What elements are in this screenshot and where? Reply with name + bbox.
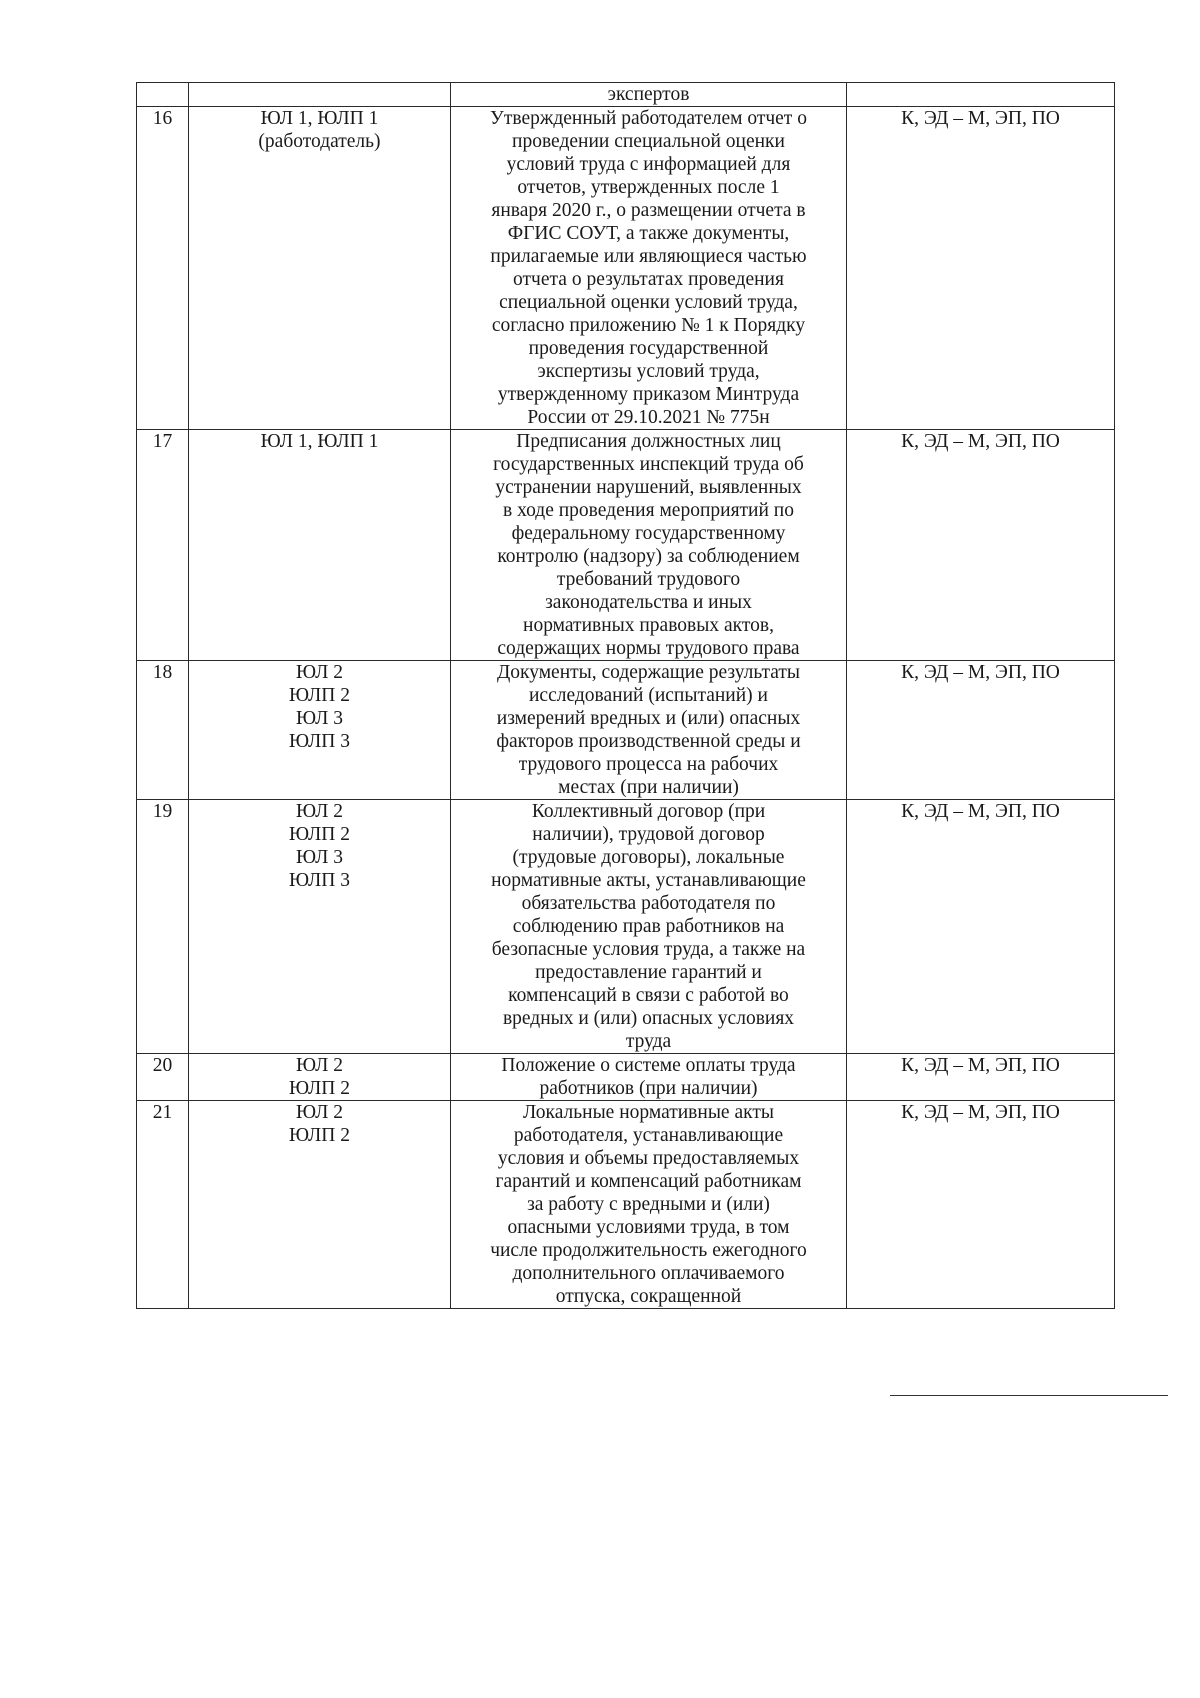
cell-form: К, ЭД – М, ЭП, ПО — [847, 107, 1115, 430]
document-line: ФГИС СОУТ, а также документы, — [507, 223, 790, 244]
document-line: экспертов — [607, 84, 690, 105]
cell-form: К, ЭД – М, ЭП, ПО — [847, 661, 1115, 800]
cell-number: 17 — [137, 430, 189, 661]
subject-line: ЮЛ 2 — [296, 662, 343, 683]
cell-subject — [189, 661, 451, 800]
subject-line: ЮЛП 2 — [288, 1125, 350, 1146]
document-line: утвержденному приказом Минтруда — [497, 384, 800, 405]
document-line: измерений вредных и (или) опасных — [496, 708, 801, 729]
document-line: работников (при наличии) — [539, 1078, 758, 1099]
document-line: условий труда с информацией для — [506, 154, 791, 175]
subject-line: ЮЛП 3 — [288, 870, 350, 891]
document-line: труда — [625, 1031, 672, 1052]
subject-line: ЮЛП 2 — [288, 685, 350, 706]
cell-number: 19 — [137, 800, 189, 1054]
document-line: проведения государственной — [528, 338, 769, 359]
document-line: работодателя, устанавливающие — [513, 1125, 784, 1146]
subject-line: ЮЛ 3 — [296, 847, 343, 868]
table-row — [137, 430, 1115, 661]
subject-line: ЮЛ 1, ЮЛП 1 — [260, 431, 379, 452]
document-line: экспертизы условий труда, — [537, 361, 760, 382]
document-line: требований трудового — [556, 569, 741, 590]
subject-line: ЮЛ 2 — [296, 1055, 343, 1076]
cell-number — [137, 83, 189, 107]
document-line: проведении специальной оценки — [512, 131, 785, 152]
document-line: (трудовые договоры), локальные — [512, 847, 785, 868]
document-line: факторов производственной среды и — [496, 731, 801, 752]
document-line: Положение о системе оплаты труда — [501, 1055, 796, 1076]
cell-subject — [189, 107, 451, 430]
document-line: дополнительного оплачиваемого — [512, 1263, 785, 1284]
cell-subject — [189, 430, 451, 661]
footer-rule — [890, 1395, 1168, 1396]
document-line: России от 29.10.2021 № 775н — [527, 407, 770, 428]
table-row — [137, 661, 1115, 800]
document-line: Документы, содержащие результаты — [496, 662, 801, 683]
cell-form: К, ЭД – М, ЭП, ПО — [847, 800, 1115, 1054]
document-line: исследований (испытаний) и — [529, 685, 768, 706]
document-line: числе продолжительность ежегодного — [490, 1240, 807, 1261]
table-row — [137, 1101, 1115, 1309]
document-line: специальной оценки условий труда, — [499, 292, 798, 313]
document-line: трудового процесса на рабочих — [518, 754, 779, 775]
document-line: наличии), трудовой договор — [532, 824, 765, 845]
cell-document — [451, 430, 847, 661]
document-line: в ходе проведения мероприятий по — [503, 500, 794, 521]
subject-line: ЮЛП 2 — [288, 824, 350, 845]
cell-document — [451, 107, 847, 430]
cell-subject — [189, 1054, 451, 1101]
cell-number: 21 — [137, 1101, 189, 1309]
cell-subject — [189, 800, 451, 1054]
document-line: Локальные нормативные акты — [523, 1102, 774, 1123]
cell-form — [847, 83, 1115, 107]
subject-line: ЮЛ 2 — [296, 1102, 343, 1123]
table-row — [137, 107, 1115, 430]
document-line: соблюдению прав работников на — [512, 916, 785, 937]
document-line: законодательства и иных — [545, 592, 752, 613]
document-line: Утвержденный работодателем отчет о — [490, 108, 807, 129]
documents-table — [136, 82, 1115, 1309]
document-line: государственных инспекций труда об — [493, 454, 804, 475]
cell-form: К, ЭД – М, ЭП, ПО — [847, 1054, 1115, 1101]
cell-document — [451, 1054, 847, 1101]
cell-subject — [189, 1101, 451, 1309]
document-line: января 2020 г., о размещении отчета в — [491, 200, 806, 221]
subject-line: ЮЛ 3 — [296, 708, 343, 729]
subject-line: ЮЛ 2 — [296, 801, 343, 822]
document-line: отпуска, сокращенной — [555, 1286, 742, 1307]
document-line: устранении нарушений, выявленных — [495, 477, 802, 498]
document-line: содержащих нормы трудового права — [497, 638, 800, 659]
cell-number: 18 — [137, 661, 189, 800]
table-row — [137, 1054, 1115, 1101]
subject-line: ЮЛП 3 — [288, 731, 350, 752]
document-line: гарантий и компенсаций работникам — [495, 1171, 802, 1192]
document-line: условия и объемы предоставляемых — [497, 1148, 800, 1169]
document-line: прилагаемые или являющиеся частью — [490, 246, 807, 267]
cell-document — [451, 83, 847, 107]
cell-number: 16 — [137, 107, 189, 430]
document-line: контролю (надзору) за соблюдением — [497, 546, 800, 567]
document-line: вредных и (или) опасных условиях — [502, 1008, 795, 1029]
cell-document — [451, 661, 847, 800]
table-row-continuation — [137, 83, 1115, 107]
document-line: нормативных правовых актов, — [523, 615, 774, 636]
subject-line: ЮЛ 1, ЮЛП 1 — [260, 108, 379, 129]
document-line: согласно приложению № 1 к Порядку — [491, 315, 806, 336]
document-line: безопасные условия труда, а также на — [491, 939, 806, 960]
document-line: местах (при наличии) — [558, 777, 739, 798]
cell-form: К, ЭД – М, ЭП, ПО — [847, 430, 1115, 661]
cell-subject — [189, 83, 451, 107]
table-row — [137, 800, 1115, 1054]
document-line: Коллективный договор (при — [531, 801, 766, 822]
subject-line: ЮЛП 2 — [288, 1078, 350, 1099]
document-line: опасными условиями труда, в том — [507, 1217, 790, 1238]
cell-number: 20 — [137, 1054, 189, 1101]
document-line: нормативные акты, устанавливающие — [491, 870, 806, 891]
document-line: федеральному государственному — [511, 523, 786, 544]
documents-table-body — [137, 83, 1115, 1309]
cell-document — [451, 1101, 847, 1309]
document-line: компенсаций в связи с работой во — [508, 985, 789, 1006]
document-line: Предписания должностных лиц — [516, 431, 781, 452]
cell-form: К, ЭД – М, ЭП, ПО — [847, 1101, 1115, 1309]
document-line: отчетов, утвержденных после 1 — [517, 177, 780, 198]
cell-document — [451, 800, 847, 1054]
document-line: за работу с вредными и (или) — [527, 1194, 770, 1215]
document-line: обязательства работодателя по — [521, 893, 776, 914]
document-line: предоставление гарантий и — [535, 962, 762, 983]
document-line: отчета о результатах проведения — [513, 269, 784, 290]
subject-line: (работодатель) — [258, 131, 381, 152]
